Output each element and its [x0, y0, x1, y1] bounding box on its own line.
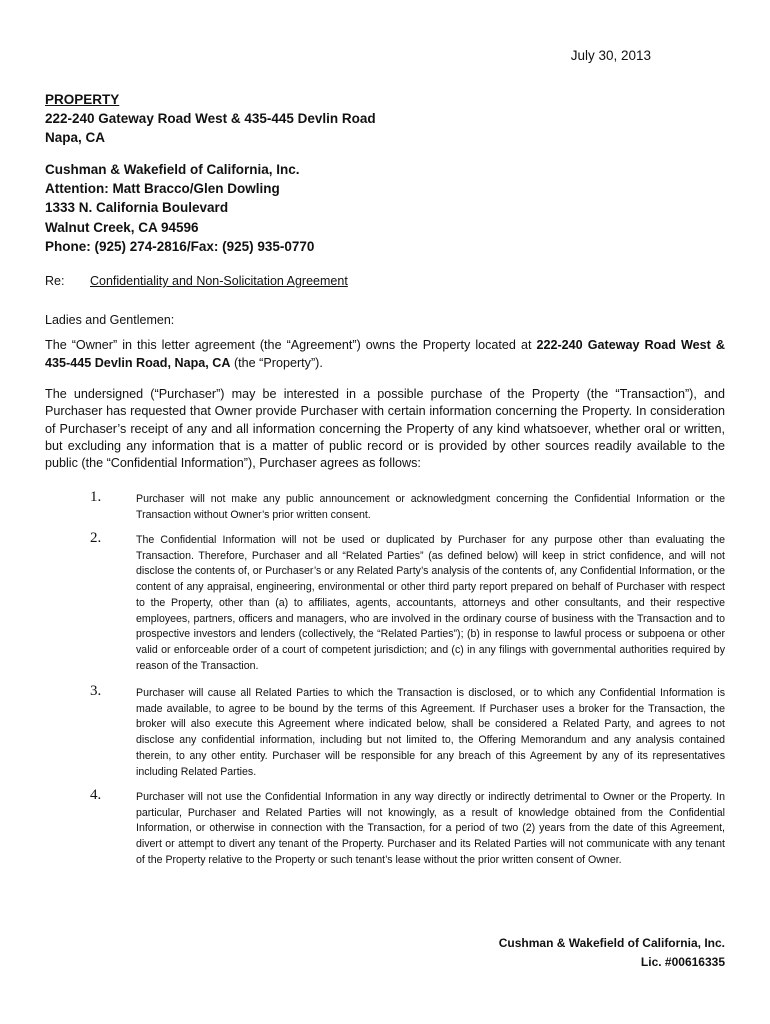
property-heading: PROPERTY — [45, 92, 120, 107]
signature-license: Lic. #00616335 — [640, 955, 725, 969]
property-address-line1: 222-240 Gateway Road West & 435-445 Devlin Road — [45, 111, 376, 126]
letter-date: July 30, 2013 — [570, 48, 651, 63]
intro-paragraph — [45, 337, 725, 372]
signature-block — [499, 934, 725, 972]
intro-text-pre: The “Owner” in this letter agreement (the “Agreement”) owns the Property located at — [45, 338, 537, 352]
addressee-city: Walnut Creek, CA 94596 — [45, 219, 199, 235]
addressee-street: 1333 N. California Boulevard — [45, 200, 229, 216]
clause-number: 1. — [90, 489, 102, 505]
property-block — [45, 90, 376, 147]
salutation: Ladies and Gentlemen: — [45, 313, 175, 327]
intro-text-post: (the “Property”). — [230, 355, 323, 370]
re-label: Re: — [45, 274, 65, 288]
intro-text-property: 222-240 Gateway Road West & 435-445 Devlin Road, Napa, CA — [45, 338, 725, 370]
clause-text: Purchaser will not use the Confidential Information in any way directly or indirectly detrimental to Owner or the Property. In particular, Purchaser and Related Parties will not knowingly, as a result of knowledge obtained from the Confidential Information, or otherwise in connection with the Transaction, for a period of two (2) years from the date of this Agreement, divert or attempt to divert any tenant of the Property. Purchaser and its Related Parties will not communicate with any tenant of the Property relative to the Property or such tenant’s lease without the prior written consent of Owner. — [136, 791, 725, 866]
clause-number: 2. — [90, 530, 102, 546]
clause-text: The Confidential Information will not be used or duplicated by Purchaser for any purpose other than evaluating the Transaction. Therefore, Purchaser and all “Related Parties” (as defined below) will keep in strict confidence, and will not disclose the contents of, or Purchaser’s or any Related Party’s analysis of the contents of, any Confidential Information, or the content of any appraisal, engineering, environmental or other third party report prepared on behalf of Purchaser with respect to the Property, other than (a) to affiliates, agents, accountants, attorneys and other consultants, and their respective employees, partners, officers and managers, who are involved in the ordinary course of business with the Transaction and to prospective investors and lenders (collectively, the “Related Parties”); (b) in response to lawful process or subpoena or other valid or enforceable order of a court of competent jurisdiction; and (c) in any filings with governmental authorities required by reason of the Transaction. — [136, 534, 725, 672]
addressee-company: Cushman & Wakefield of California, Inc. — [45, 162, 300, 177]
addressee-attention: Attention: Matt Bracco/Glen Dowling — [45, 181, 280, 197]
clause-number: 4. — [90, 787, 102, 803]
clause-text: Purchaser will not make any public announcement or acknowledgment concerning the Confidential Information or the Transaction without Owner’s prior written consent. — [136, 493, 725, 521]
clause-text: Purchaser will cause all Related Parties to which the Transaction is disclosed, or to which any Confidential Information is made available, to agree to be bound by the terms of this Agreement. If Purchaser uses a broker for the Transaction, the broker will also execute this Agreement where indicated below, shall be considered a Related Party, and agrees to not disclose any confidential information, including but not limited to, the Offering Memorandum and any analysis contained therein, to any other entity. Purchaser will be responsible for any breach of this Agreement by any of its representatives including Related Parties. — [136, 687, 725, 778]
re-subject: Confidentiality and Non-Solicitation Agreement — [90, 274, 348, 288]
purchaser-paragraph: The undersigned (“Purchaser”) may be interested in a possible purchase of the Property (the “Transaction”), and Purchaser has requested that Owner provide Purchaser with certain information concerning the Property. In consideration of Purchaser’s receipt of any and all information concerning the Property of any kind whatsoever, whether oral or written, but excluding any information that is a matter of public record or is provided by other sources readily available to the public (the “Confidential Information”), Purchaser agrees as follows: — [45, 387, 725, 471]
addressee-block — [45, 160, 314, 256]
signature-company: Cushman & Wakefield of California, Inc. — [498, 936, 725, 950]
addressee-phone: Phone: (925) 274-2816/Fax: (925) 935-0770 — [45, 238, 315, 254]
clause-number: 3. — [90, 683, 102, 699]
property-address-line2: Napa, CA — [45, 130, 106, 145]
re-line — [45, 274, 348, 288]
